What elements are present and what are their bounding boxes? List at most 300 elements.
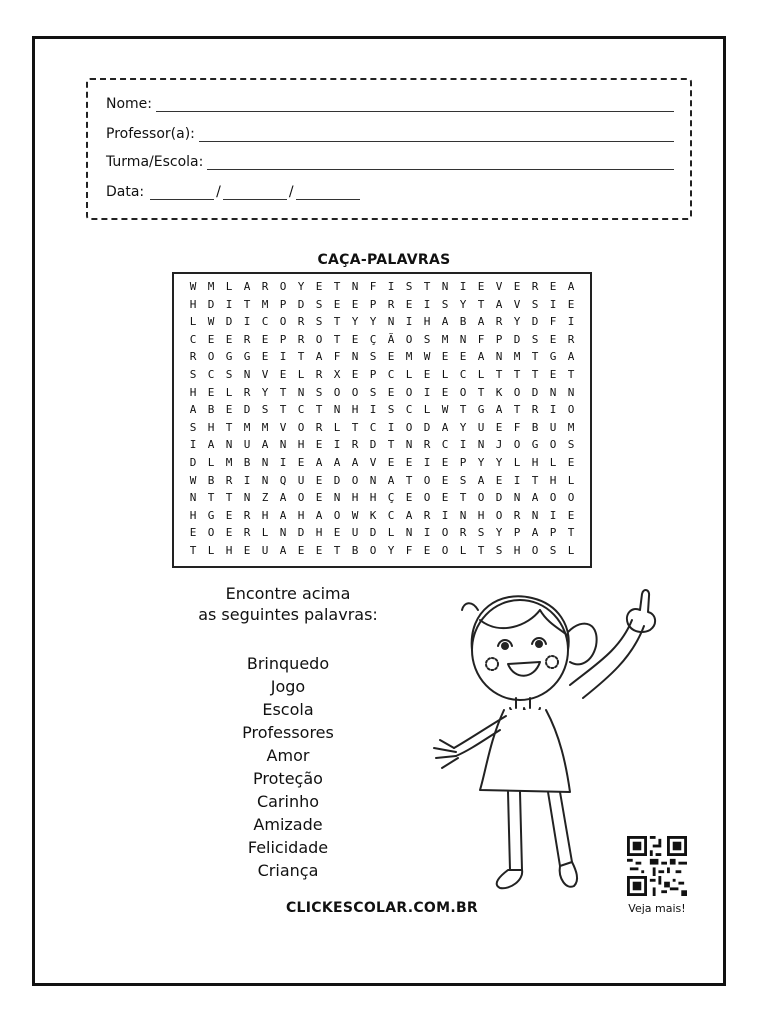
grid-letter[interactable]: T <box>351 420 359 434</box>
grid-letter[interactable]: T <box>423 280 431 293</box>
grid-letter[interactable]: S <box>225 368 233 381</box>
grid-letter[interactable]: N <box>297 385 305 399</box>
grid-letter[interactable]: M <box>243 420 251 434</box>
grid-letter[interactable]: A <box>441 315 449 329</box>
grid-letter[interactable]: O <box>495 508 503 522</box>
grid-letter[interactable]: Y <box>459 420 467 434</box>
grid-letter[interactable]: N <box>387 315 395 329</box>
grid-letter[interactable]: T <box>333 544 341 557</box>
grid-letter[interactable]: A <box>333 456 341 469</box>
grid-letter[interactable]: D <box>297 526 305 540</box>
grid-letter[interactable]: E <box>441 350 449 364</box>
grid-letter[interactable]: S <box>315 297 323 311</box>
grid-letter[interactable]: Q <box>279 473 287 487</box>
grid-letter[interactable]: Ç <box>387 491 395 505</box>
grid-letter[interactable]: I <box>405 315 413 329</box>
grid-letter[interactable]: N <box>243 368 251 381</box>
grid-letter[interactable]: E <box>567 508 575 522</box>
grid-letter[interactable]: I <box>279 350 287 364</box>
grid-letter[interactable]: R <box>315 368 323 381</box>
grid-letter[interactable]: G <box>243 350 251 364</box>
grid-letter[interactable]: H <box>351 403 359 417</box>
grid-letter[interactable]: R <box>189 350 197 364</box>
grid-letter[interactable]: K <box>369 508 377 522</box>
grid-letter[interactable]: I <box>459 438 467 452</box>
grid-letter[interactable]: A <box>279 508 287 522</box>
grid-letter[interactable]: D <box>531 315 539 329</box>
grid-letter[interactable]: O <box>405 420 413 434</box>
grid-letter[interactable]: O <box>423 473 431 487</box>
grid-letter[interactable]: N <box>513 491 521 505</box>
grid-letter[interactable]: D <box>333 473 341 487</box>
grid-letter[interactable]: O <box>351 473 359 487</box>
grid-letter[interactable]: S <box>261 403 269 417</box>
grid-letter[interactable]: E <box>297 544 305 557</box>
grid-letter[interactable]: I <box>423 385 431 399</box>
grid-letter[interactable]: T <box>279 385 287 399</box>
grid-letter[interactable]: L <box>423 403 431 417</box>
grid-letter[interactable]: T <box>477 385 485 399</box>
grid-letter[interactable]: S <box>477 526 485 540</box>
grid-letter[interactable]: R <box>459 526 467 540</box>
grid-letter[interactable]: N <box>351 350 359 364</box>
grid-letter[interactable]: C <box>297 403 305 417</box>
grid-letter[interactable]: L <box>225 280 233 293</box>
grid-letter[interactable]: O <box>207 526 215 540</box>
grid-letter[interactable]: L <box>441 368 449 381</box>
grid-letter[interactable]: M <box>567 420 575 434</box>
grid-letter[interactable]: H <box>477 508 485 522</box>
grid-letter[interactable]: O <box>405 385 413 399</box>
grid-letter[interactable]: I <box>441 508 449 522</box>
grid-letter[interactable]: E <box>513 280 521 293</box>
grid-letter[interactable]: N <box>459 332 467 346</box>
grid-letter[interactable]: I <box>279 456 287 469</box>
grid-letter[interactable]: R <box>531 403 539 417</box>
grid-letter[interactable]: N <box>279 526 287 540</box>
site-link[interactable]: CLICKESCOLAR.COM.BR <box>285 900 479 916</box>
grid-letter[interactable]: B <box>243 456 251 469</box>
grid-letter[interactable]: E <box>387 456 395 469</box>
grid-letter[interactable]: P <box>279 332 287 346</box>
grid-letter[interactable]: E <box>261 332 269 346</box>
grid-letter[interactable]: U <box>243 438 251 452</box>
grid-letter[interactable]: L <box>207 544 215 557</box>
grid-letter[interactable]: L <box>459 544 467 557</box>
grid-letter[interactable]: N <box>567 385 575 399</box>
grid-letter[interactable]: P <box>549 526 557 540</box>
grid-letter[interactable]: I <box>225 297 233 311</box>
grid-letter[interactable]: O <box>279 280 287 293</box>
grid-letter[interactable]: R <box>513 508 521 522</box>
grid-letter[interactable]: U <box>477 420 485 434</box>
grid-letter[interactable]: W <box>189 473 197 487</box>
grid-letter[interactable]: R <box>225 473 233 487</box>
grid-letter[interactable]: E <box>333 297 341 311</box>
grid-letter[interactable]: I <box>549 403 557 417</box>
grid-letter[interactable]: N <box>459 508 467 522</box>
grid-letter[interactable]: E <box>225 403 233 417</box>
grid-letter[interactable]: G <box>225 350 233 364</box>
grid-letter[interactable]: L <box>387 526 395 540</box>
teacher-line[interactable] <box>199 129 674 142</box>
grid-letter[interactable]: I <box>423 456 431 469</box>
grid-letter[interactable]: V <box>369 456 377 469</box>
grid-letter[interactable]: A <box>315 350 323 364</box>
grid-letter[interactable]: O <box>315 332 323 346</box>
grid-letter[interactable]: N <box>441 280 449 293</box>
grid-letter[interactable]: S <box>369 385 377 399</box>
grid-letter[interactable]: E <box>405 456 413 469</box>
grid-letter[interactable]: U <box>549 420 557 434</box>
grid-letter[interactable]: O <box>423 491 431 505</box>
grid-letter[interactable]: V <box>261 368 269 381</box>
grid-letter[interactable]: L <box>207 456 215 469</box>
grid-letter[interactable]: A <box>207 438 215 452</box>
grid-letter[interactable]: T <box>333 280 341 293</box>
grid-letter[interactable]: T <box>477 297 485 311</box>
grid-letter[interactable]: O <box>567 403 575 417</box>
grid-letter[interactable]: E <box>387 350 395 364</box>
grid-letter[interactable]: T <box>225 491 233 505</box>
grid-letter[interactable]: T <box>513 403 521 417</box>
grid-letter[interactable]: M <box>261 297 269 311</box>
grid-letter[interactable]: E <box>387 385 395 399</box>
grid-letter[interactable]: H <box>297 438 305 452</box>
grid-letter[interactable]: E <box>315 544 323 557</box>
grid-letter[interactable]: H <box>549 473 557 487</box>
grid-letter[interactable]: O <box>567 491 575 505</box>
grid-letter[interactable]: M <box>261 420 269 434</box>
grid-letter[interactable]: C <box>369 420 377 434</box>
grid-letter[interactable]: B <box>459 315 467 329</box>
grid-letter[interactable]: I <box>423 526 431 540</box>
grid-letter[interactable]: F <box>405 544 413 557</box>
grid-letter[interactable]: O <box>207 350 215 364</box>
grid-letter[interactable]: R <box>243 508 251 522</box>
grid-letter[interactable]: A <box>477 473 485 487</box>
grid-letter[interactable]: R <box>351 438 359 452</box>
grid-letter[interactable]: A <box>243 280 251 293</box>
grid-letter[interactable]: T <box>459 491 467 505</box>
grid-letter[interactable]: S <box>441 297 449 311</box>
grid-letter[interactable]: D <box>423 420 431 434</box>
grid-letter[interactable]: E <box>495 420 503 434</box>
grid-letter[interactable]: L <box>333 420 341 434</box>
grid-letter[interactable]: R <box>495 315 503 329</box>
grid-letter[interactable]: C <box>387 368 395 381</box>
grid-letter[interactable]: T <box>333 315 341 329</box>
grid-letter[interactable]: E <box>567 456 575 469</box>
grid-letter[interactable]: H <box>189 508 197 522</box>
grid-letter[interactable]: F <box>333 350 341 364</box>
grid-letter[interactable]: I <box>189 438 197 452</box>
grid-letter[interactable]: L <box>261 526 269 540</box>
grid-letter[interactable]: C <box>207 368 215 381</box>
grid-letter[interactable]: G <box>531 438 539 452</box>
grid-letter[interactable]: E <box>225 526 233 540</box>
grid-letter[interactable]: R <box>297 332 305 346</box>
grid-letter[interactable]: L <box>189 315 197 329</box>
grid-letter[interactable]: F <box>513 420 521 434</box>
grid-letter[interactable]: O <box>549 491 557 505</box>
grid-letter[interactable]: Y <box>261 385 269 399</box>
grid-letter[interactable]: A <box>477 315 485 329</box>
grid-letter[interactable]: A <box>405 508 413 522</box>
grid-letter[interactable]: C <box>441 438 449 452</box>
grid-letter[interactable]: G <box>549 350 557 364</box>
grid-letter[interactable]: N <box>531 508 539 522</box>
grid-letter[interactable]: P <box>459 456 467 469</box>
grid-letter[interactable]: E <box>243 544 251 557</box>
grid-letter[interactable]: I <box>459 280 467 293</box>
grid-letter[interactable]: E <box>441 385 449 399</box>
grid-letter[interactable]: F <box>549 315 557 329</box>
grid-letter[interactable]: I <box>333 438 341 452</box>
grid-letter[interactable]: G <box>477 403 485 417</box>
grid-letter[interactable]: K <box>495 385 503 399</box>
grid-letter[interactable]: T <box>531 368 539 381</box>
grid-letter[interactable]: E <box>189 526 197 540</box>
grid-letter[interactable]: S <box>369 350 377 364</box>
grid-letter[interactable]: I <box>567 315 575 329</box>
grid-letter[interactable]: T <box>225 420 233 434</box>
grid-letter[interactable]: I <box>387 280 395 293</box>
grid-letter[interactable]: T <box>315 403 323 417</box>
grid-letter[interactable]: E <box>441 491 449 505</box>
grid-letter[interactable]: B <box>207 403 215 417</box>
date-day-line[interactable] <box>150 187 214 200</box>
grid-letter[interactable]: D <box>189 456 197 469</box>
grid-letter[interactable]: E <box>225 508 233 522</box>
grid-letter[interactable]: Y <box>459 297 467 311</box>
grid-letter[interactable]: Y <box>387 544 395 557</box>
name-line[interactable] <box>156 99 674 112</box>
grid-letter[interactable]: L <box>567 473 575 487</box>
grid-letter[interactable]: T <box>189 544 197 557</box>
grid-letter[interactable]: N <box>477 438 485 452</box>
grid-letter[interactable]: Y <box>495 456 503 469</box>
grid-letter[interactable]: Y <box>495 526 503 540</box>
grid-letter[interactable]: N <box>279 438 287 452</box>
grid-letter[interactable]: E <box>423 544 431 557</box>
grid-letter[interactable]: H <box>207 420 215 434</box>
grid-letter[interactable]: A <box>567 280 575 293</box>
grid-letter[interactable]: V <box>513 297 521 311</box>
grid-letter[interactable]: A <box>531 491 539 505</box>
grid-letter[interactable]: I <box>513 473 521 487</box>
grid-letter[interactable]: E <box>405 491 413 505</box>
grid-letter[interactable]: E <box>333 526 341 540</box>
grid-letter[interactable]: C <box>387 508 395 522</box>
grid-letter[interactable]: H <box>189 385 197 399</box>
grid-letter[interactable]: S <box>459 473 467 487</box>
grid-letter[interactable]: V <box>495 280 503 293</box>
grid-letter[interactable]: I <box>549 508 557 522</box>
grid-letter[interactable]: A <box>189 403 197 417</box>
grid-letter[interactable]: H <box>225 544 233 557</box>
grid-letter[interactable]: J <box>495 438 503 452</box>
grid-letter[interactable]: A <box>315 508 323 522</box>
grid-letter[interactable]: R <box>243 385 251 399</box>
grid-letter[interactable]: A <box>279 491 287 505</box>
grid-letter[interactable]: W <box>207 315 215 329</box>
grid-letter[interactable]: P <box>513 526 521 540</box>
grid-letter[interactable]: W <box>351 508 359 522</box>
date-month-line[interactable] <box>223 187 287 200</box>
grid-letter[interactable]: S <box>549 544 557 557</box>
grid-letter[interactable]: N <box>405 526 413 540</box>
grid-letter[interactable]: M <box>513 350 521 364</box>
grid-letter[interactable]: I <box>243 315 251 329</box>
grid-letter[interactable]: T <box>495 368 503 381</box>
grid-letter[interactable]: T <box>297 350 305 364</box>
grid-letter[interactable]: O <box>333 385 341 399</box>
grid-letter[interactable]: O <box>549 438 557 452</box>
grid-letter[interactable]: L <box>405 368 413 381</box>
grid-letter[interactable]: I <box>387 420 395 434</box>
grid-letter[interactable]: V <box>279 420 287 434</box>
grid-letter[interactable]: E <box>405 297 413 311</box>
grid-letter[interactable]: S <box>567 438 575 452</box>
grid-letter[interactable]: C <box>189 332 197 346</box>
grid-letter[interactable]: E <box>549 368 557 381</box>
grid-letter[interactable]: E <box>207 385 215 399</box>
grid-letter[interactable]: N <box>333 491 341 505</box>
grid-letter[interactable]: Z <box>261 491 269 505</box>
grid-letter[interactable]: S <box>189 368 197 381</box>
grid-letter[interactable]: R <box>531 280 539 293</box>
grid-letter[interactable]: T <box>279 403 287 417</box>
grid-letter[interactable]: N <box>261 456 269 469</box>
grid-letter[interactable]: N <box>369 473 377 487</box>
grid-letter[interactable]: O <box>333 508 341 522</box>
grid-letter[interactable]: T <box>459 403 467 417</box>
grid-letter[interactable]: D <box>495 491 503 505</box>
grid-letter[interactable]: R <box>297 315 305 329</box>
grid-letter[interactable]: M <box>207 280 215 293</box>
grid-letter[interactable]: O <box>459 385 467 399</box>
grid-letter[interactable]: F <box>477 332 485 346</box>
grid-letter[interactable]: S <box>423 332 431 346</box>
grid-letter[interactable]: S <box>495 544 503 557</box>
grid-letter[interactable]: O <box>351 385 359 399</box>
grid-letter[interactable]: F <box>369 280 377 293</box>
grid-letter[interactable]: O <box>297 491 305 505</box>
grid-letter[interactable]: H <box>513 544 521 557</box>
grid-letter[interactable]: B <box>207 473 215 487</box>
grid-letter[interactable]: D <box>243 403 251 417</box>
date-year-line[interactable] <box>296 187 360 200</box>
grid-letter[interactable]: Ã <box>387 332 395 346</box>
grid-letter[interactable]: R <box>423 508 431 522</box>
grid-letter[interactable]: U <box>351 526 359 540</box>
grid-letter[interactable]: A <box>315 456 323 469</box>
grid-letter[interactable]: D <box>297 297 305 311</box>
grid-letter[interactable]: A <box>531 526 539 540</box>
grid-letter[interactable]: M <box>441 332 449 346</box>
grid-letter[interactable]: I <box>549 297 557 311</box>
grid-letter[interactable]: P <box>495 332 503 346</box>
grid-letter[interactable]: E <box>261 350 269 364</box>
grid-letter[interactable]: D <box>225 315 233 329</box>
grid-letter[interactable]: A <box>351 456 359 469</box>
grid-letter[interactable]: N <box>405 438 413 452</box>
grid-letter[interactable]: B <box>531 420 539 434</box>
grid-letter[interactable]: H <box>261 508 269 522</box>
grid-letter[interactable]: Y <box>351 315 359 329</box>
grid-letter[interactable]: I <box>369 403 377 417</box>
grid-letter[interactable]: D <box>369 438 377 452</box>
grid-letter[interactable]: R <box>243 526 251 540</box>
grid-letter[interactable]: T <box>333 332 341 346</box>
grid-letter[interactable]: C <box>459 368 467 381</box>
grid-letter[interactable]: W <box>441 403 449 417</box>
grid-letter[interactable]: S <box>531 332 539 346</box>
grid-letter[interactable]: A <box>495 297 503 311</box>
grid-letter[interactable]: T <box>405 473 413 487</box>
grid-letter[interactable]: N <box>549 385 557 399</box>
grid-letter[interactable]: T <box>531 350 539 364</box>
grid-letter[interactable]: H <box>189 297 197 311</box>
grid-letter[interactable]: A <box>441 420 449 434</box>
grid-letter[interactable]: E <box>315 491 323 505</box>
grid-letter[interactable]: H <box>351 491 359 505</box>
grid-letter[interactable]: P <box>279 297 287 311</box>
grid-letter[interactable]: E <box>207 332 215 346</box>
grid-letter[interactable]: N <box>495 350 503 364</box>
grid-letter[interactable]: Y <box>297 280 305 293</box>
grid-letter[interactable]: A <box>261 438 269 452</box>
grid-letter[interactable]: I <box>423 297 431 311</box>
grid-letter[interactable]: C <box>261 315 269 329</box>
class-line[interactable] <box>207 157 674 170</box>
grid-letter[interactable]: S <box>531 297 539 311</box>
grid-letter[interactable]: S <box>315 385 323 399</box>
grid-letter[interactable]: O <box>441 544 449 557</box>
grid-letter[interactable]: R <box>315 420 323 434</box>
grid-letter[interactable]: L <box>549 456 557 469</box>
grid-letter[interactable]: N <box>189 491 197 505</box>
grid-letter[interactable]: D <box>207 297 215 311</box>
grid-letter[interactable]: H <box>531 456 539 469</box>
grid-letter[interactable]: T <box>567 526 575 540</box>
grid-letter[interactable]: O <box>513 438 521 452</box>
grid-letter[interactable]: O <box>441 526 449 540</box>
grid-letter[interactable]: G <box>207 508 215 522</box>
grid-letter[interactable]: H <box>315 526 323 540</box>
grid-letter[interactable]: A <box>477 350 485 364</box>
grid-letter[interactable]: T <box>207 491 215 505</box>
grid-letter[interactable]: E <box>441 473 449 487</box>
grid-letter[interactable]: D <box>369 526 377 540</box>
grid-letter[interactable]: S <box>315 315 323 329</box>
grid-letter[interactable]: T <box>513 368 521 381</box>
grid-letter[interactable]: E <box>477 280 485 293</box>
grid-letter[interactable]: R <box>243 332 251 346</box>
grid-letter[interactable]: O <box>297 420 305 434</box>
grid-letter[interactable]: E <box>279 368 287 381</box>
grid-letter[interactable]: S <box>405 280 413 293</box>
grid-letter[interactable]: P <box>369 368 377 381</box>
grid-letter[interactable]: D <box>513 332 521 346</box>
grid-letter[interactable]: E <box>351 332 359 346</box>
grid-letter[interactable]: M <box>225 456 233 469</box>
grid-letter[interactable]: A <box>279 544 287 557</box>
grid-letter[interactable]: H <box>297 508 305 522</box>
grid-letter[interactable]: N <box>225 438 233 452</box>
grid-letter[interactable]: X <box>333 368 341 381</box>
